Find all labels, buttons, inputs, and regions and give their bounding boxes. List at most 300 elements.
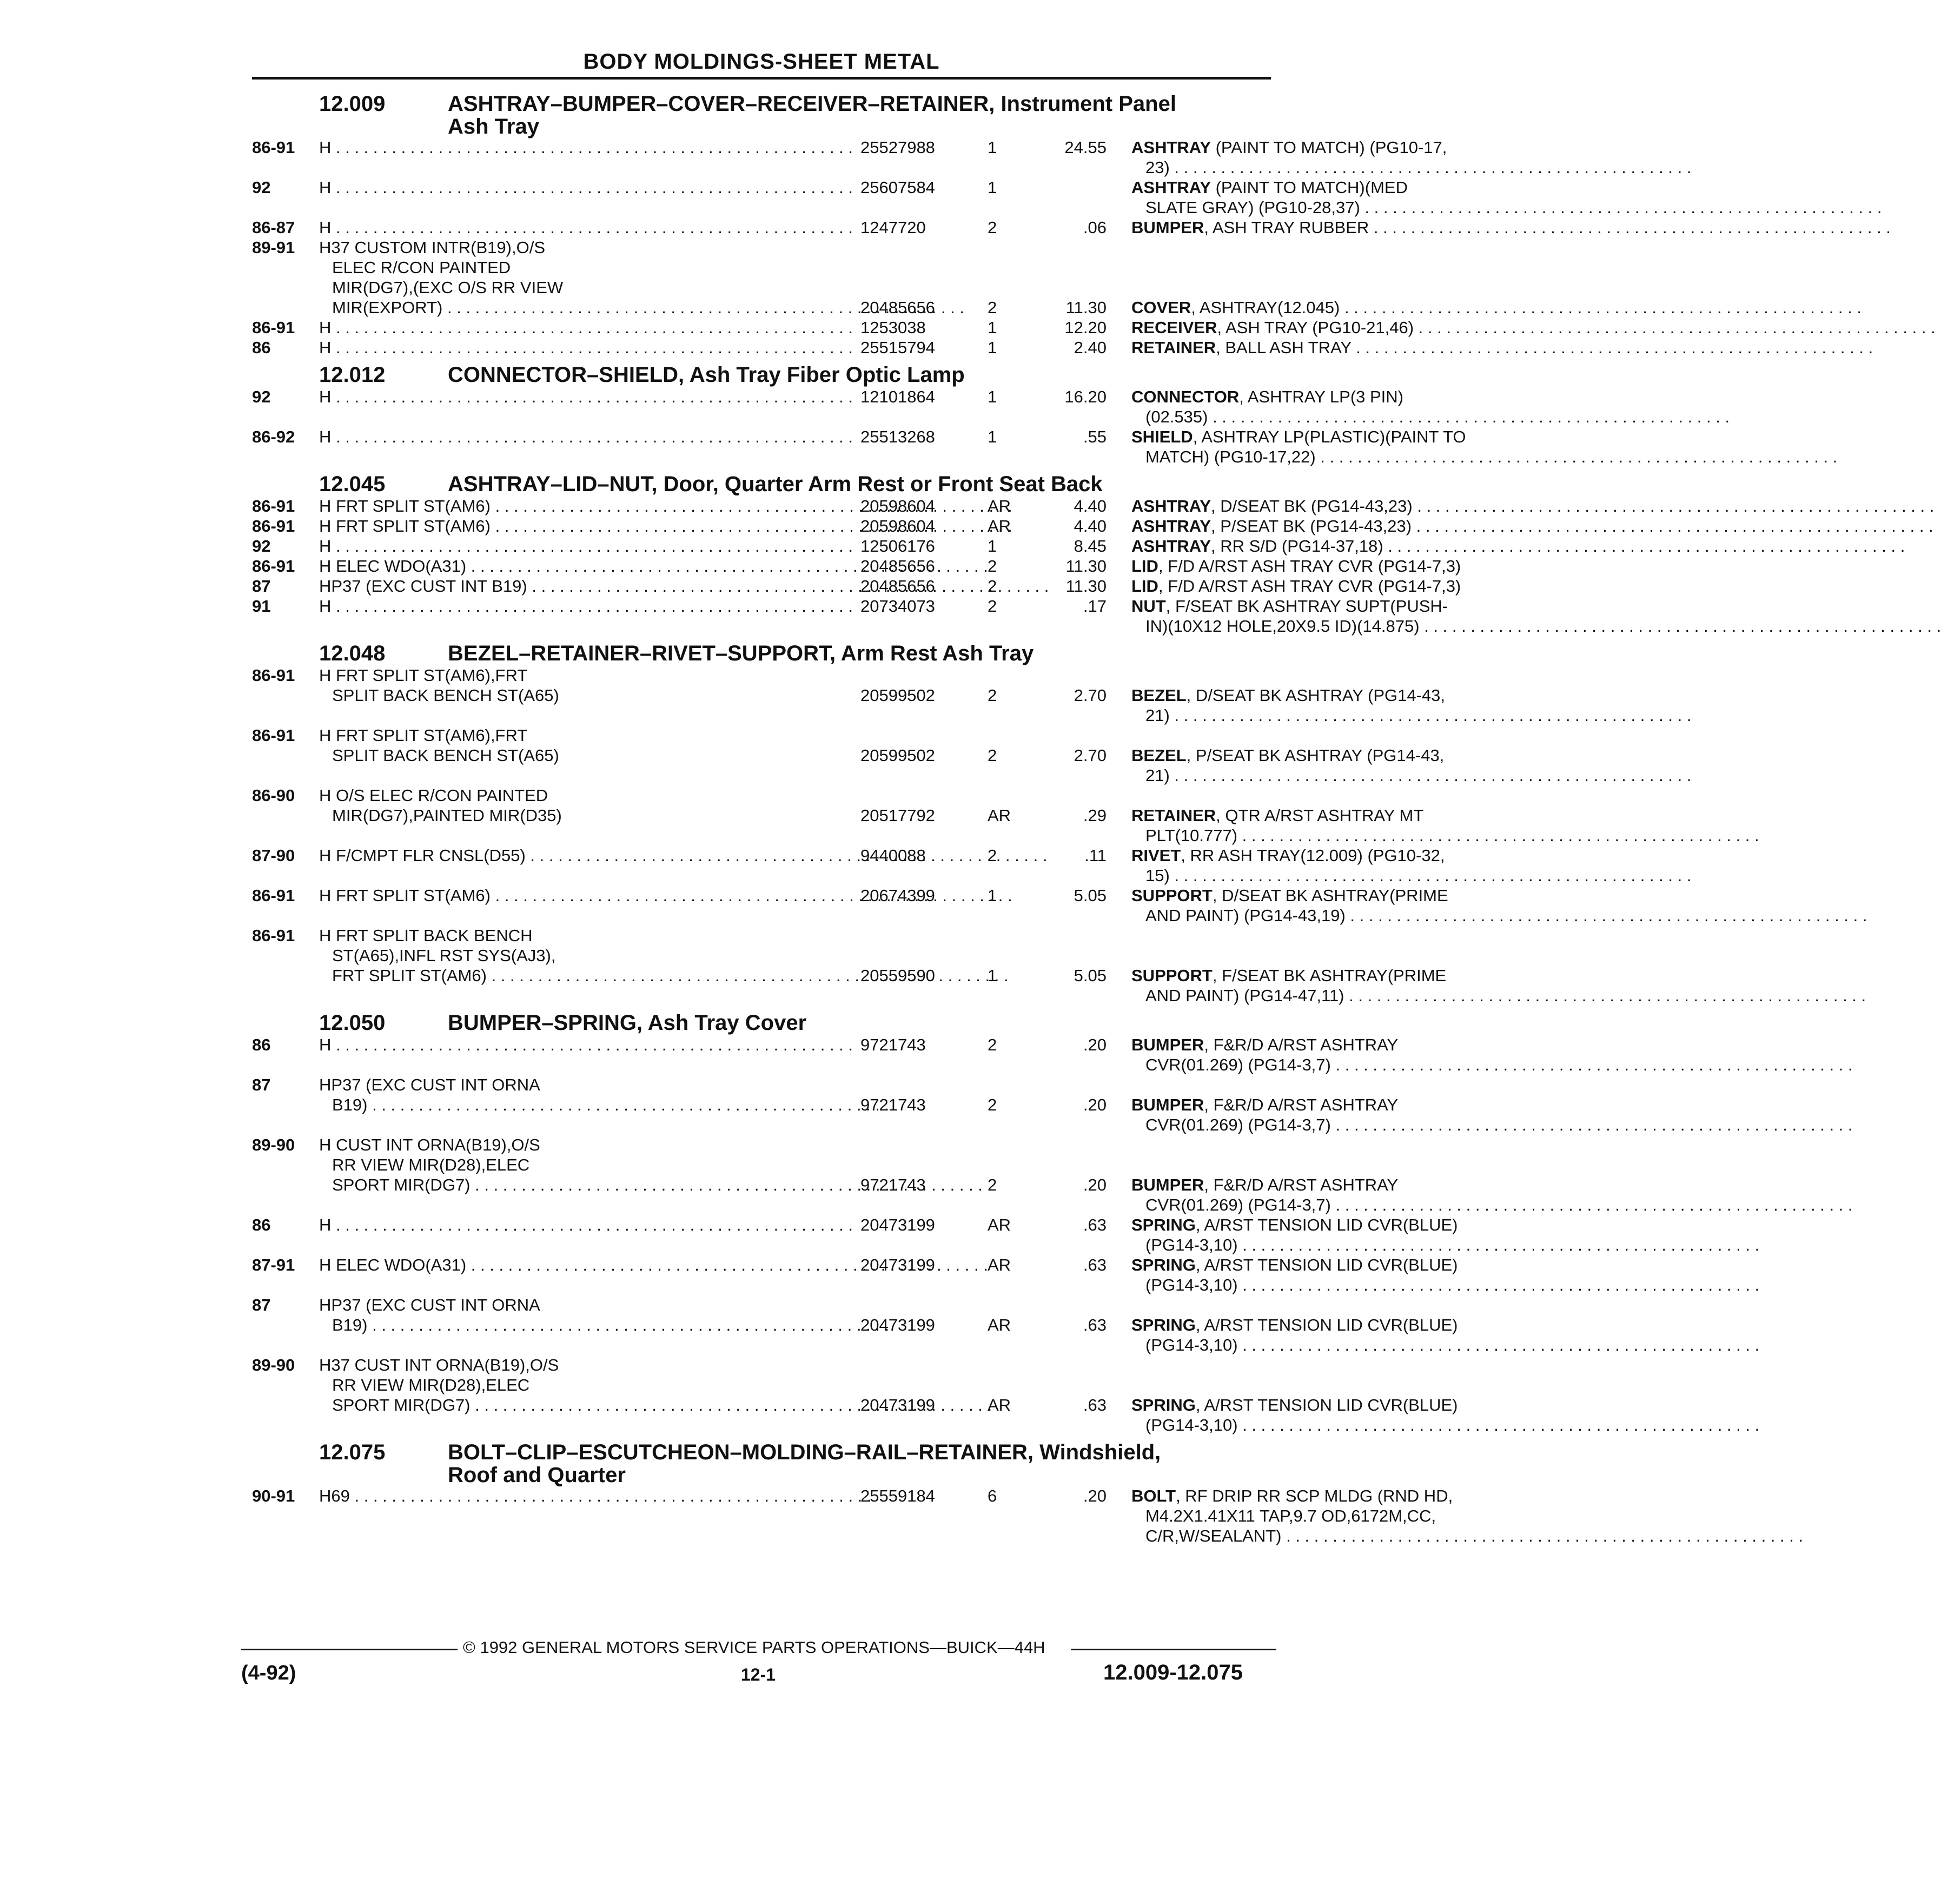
- entry-line: [252, 137, 1447, 157]
- leader-dots: [331, 427, 853, 446]
- usage-description: [319, 217, 856, 237]
- leader-dots: [1413, 497, 1935, 515]
- entry-line: [252, 447, 1316, 467]
- entry-line: [252, 1235, 1274, 1255]
- part-entry: [252, 1255, 1458, 1295]
- section: [252, 472, 1461, 636]
- usage-text: SPORT MIR(DG7): [332, 1175, 471, 1194]
- quantity: AR: [988, 806, 1011, 825]
- entry-line: [252, 745, 1445, 765]
- section: [252, 363, 1466, 467]
- leader-dots: [331, 178, 853, 197]
- part-name-primary: BUMPER: [1131, 1175, 1204, 1194]
- part-name-detail: (PG14-3,10): [1145, 1275, 1238, 1294]
- entry-line: [252, 596, 1448, 616]
- part-name: [1131, 1315, 1519, 1335]
- section-title: ASHTRAY–BUMPER–COVER–RECEIVER–RETAINER, Instrument Panel: [448, 92, 1176, 116]
- part-name-detail: , F/SEAT BK ASHTRAY SUPT(PUSH-: [1165, 597, 1448, 616]
- model-years: 86-91: [252, 557, 295, 576]
- leader-dots: [1208, 407, 1730, 426]
- usage-text: HP37 (EXC CUST INT B19): [319, 577, 527, 596]
- entry-line: [252, 1095, 1399, 1115]
- part-number: 25607584: [860, 178, 935, 197]
- part-name: [1131, 338, 1519, 358]
- header-rule: [252, 77, 1271, 80]
- part-number: 1253038: [860, 318, 926, 337]
- usage-description: [319, 427, 856, 447]
- section-number: 12.050: [319, 1011, 386, 1035]
- section: [252, 92, 1447, 358]
- part-name: [1131, 516, 1519, 536]
- part-name-primary: BEZEL: [1131, 686, 1187, 705]
- quantity: AR: [988, 517, 1011, 536]
- part-name: [1131, 536, 1519, 556]
- leader-dots: [367, 1095, 889, 1114]
- part-name-primary: ASHTRAY: [1131, 138, 1211, 157]
- part-name-primary: RETAINER: [1131, 338, 1216, 357]
- quantity: 2: [988, 298, 997, 317]
- part-name: [1131, 1095, 1519, 1115]
- usage-text: H: [319, 387, 332, 406]
- part-name: [1131, 805, 1519, 825]
- leader-dots: [1238, 1235, 1760, 1254]
- leader-dots: [1331, 1115, 1853, 1134]
- usage-description: [332, 805, 856, 825]
- part-name-detail: , F/D A/RST ASH TRAY CVR (PG14-7,3): [1158, 557, 1461, 576]
- entry-line: [252, 1175, 1399, 1195]
- part-name: [1131, 298, 1519, 318]
- part-entry: [252, 536, 1383, 556]
- part-name: [1131, 1215, 1519, 1235]
- part-number: 1247720: [860, 218, 926, 237]
- usage-text: H: [319, 1215, 332, 1234]
- part-name: [1145, 1235, 1519, 1255]
- price: 2.70: [1074, 746, 1107, 765]
- part-number: 20674399: [860, 886, 935, 905]
- usage-text: SPORT MIR(DG7): [332, 1396, 471, 1414]
- entry-line: [252, 865, 1274, 885]
- part-name: [1131, 137, 1519, 157]
- model-years: 87-91: [252, 1255, 295, 1274]
- section-heading: [252, 1440, 1274, 1464]
- price: .63: [1083, 1255, 1107, 1274]
- leader-dots: [331, 338, 853, 357]
- usage-description: [319, 536, 856, 556]
- part-number: 20517792: [860, 806, 935, 825]
- leader-dots: [526, 846, 1048, 865]
- section-title: ASHTRAY–LID–NUT, Door, Quarter Arm Rest or Front Seat Back: [448, 472, 1103, 496]
- usage-text: H FRT SPLIT ST(AM6): [319, 886, 491, 905]
- part-name-detail: IN)(10X12 HOLE,20X9.5 ID)(14.875): [1145, 617, 1420, 636]
- entry-line: [252, 1355, 1274, 1375]
- usage-text: H FRT SPLIT ST(AM6),FRT: [319, 726, 528, 745]
- price: 16.20: [1064, 387, 1107, 406]
- model-years: 87-90: [252, 846, 295, 865]
- part-name-detail: (PAINT TO MATCH)(MED: [1211, 178, 1408, 197]
- model-years: 86: [252, 1215, 271, 1234]
- usage-description: [319, 1295, 856, 1315]
- leader-dots: [331, 318, 853, 337]
- section-title: CONNECTOR–SHIELD, Ash Tray Fiber Optic Lamp: [448, 363, 965, 387]
- part-name-detail: , BALL ASH TRAY: [1216, 338, 1352, 357]
- usage-text: H ELEC WDO(A31): [319, 557, 467, 576]
- part-name: [1145, 905, 1519, 925]
- part-name: [1145, 865, 1519, 885]
- usage-description: [319, 496, 856, 516]
- model-years: 86-91: [252, 926, 295, 945]
- entry-line: [252, 1486, 1453, 1506]
- part-name: [1145, 1335, 1519, 1355]
- leader-dots: [1412, 517, 1933, 536]
- usage-description: [332, 277, 856, 298]
- leader-dots: [1238, 1416, 1760, 1434]
- entry-line: [252, 1215, 1458, 1235]
- usage-text: H FRT SPLIT ST(AM6),FRT: [319, 666, 528, 685]
- entry-line: [252, 387, 1403, 407]
- usage-description: [319, 1215, 856, 1235]
- leader-dots: [1414, 318, 1936, 337]
- usage-text: H: [319, 1035, 332, 1054]
- leader-dots: [331, 1215, 853, 1234]
- part-entry: [252, 318, 1414, 338]
- part-name: [1131, 496, 1519, 516]
- part-name: [1131, 556, 1519, 576]
- part-number: 20473199: [860, 1215, 935, 1234]
- leader-dots: [1420, 617, 1941, 636]
- part-name-primary: COVER: [1131, 298, 1191, 317]
- part-name: [1131, 1486, 1519, 1506]
- part-name-primary: SUPPORT: [1131, 966, 1213, 985]
- leader-dots: [1360, 198, 1882, 217]
- model-years: 86-91: [252, 138, 295, 157]
- price: .63: [1083, 1215, 1107, 1234]
- model-years: 86-91: [252, 886, 295, 905]
- part-number: 9721743: [860, 1095, 926, 1114]
- part-name-detail: , A/RST TENSION LID CVR(BLUE): [1195, 1215, 1458, 1234]
- entry-line: [252, 665, 1274, 685]
- usage-description: [319, 1035, 856, 1055]
- quantity: 2: [988, 557, 997, 576]
- entry-line: [252, 616, 1420, 636]
- leader-dots: [1352, 338, 1873, 357]
- usage-description: [319, 177, 856, 197]
- part-name-primary: SPRING: [1131, 1396, 1196, 1414]
- usage-text: H37 CUST INT ORNA(B19),O/S: [319, 1356, 559, 1374]
- part-name-detail: CVR(01.269) (PG14-3,7): [1145, 1115, 1331, 1134]
- entry-line: [252, 1295, 1274, 1315]
- usage-text: H: [319, 427, 332, 446]
- model-years: 92: [252, 387, 271, 406]
- part-entry: [252, 1135, 1399, 1215]
- entry-line: [252, 885, 1448, 905]
- part-number: 20599502: [860, 686, 935, 705]
- entry-line: [252, 197, 1360, 217]
- usage-text: H ELEC WDO(A31): [319, 1255, 467, 1274]
- entry-line: [252, 946, 1274, 966]
- entry-line: [252, 576, 1461, 596]
- footer-date: (4-92): [241, 1662, 296, 1684]
- part-name-primary: BUMPER: [1131, 218, 1204, 237]
- part-name-primary: ASHTRAY: [1131, 497, 1211, 515]
- section: [252, 1440, 1453, 1546]
- section-heading: [252, 92, 1274, 116]
- part-number: 20734073: [860, 597, 935, 616]
- entry-line: [252, 685, 1446, 705]
- quantity: AR: [988, 1315, 1011, 1334]
- model-years: 86-91: [252, 318, 295, 337]
- part-name: [1131, 1395, 1519, 1415]
- part-name-detail: (PG14-3,10): [1145, 1336, 1238, 1354]
- entry-line: [252, 1375, 1274, 1395]
- part-name-detail: MATCH) (PG10-17,22): [1145, 447, 1316, 466]
- part-number: 20598604: [860, 497, 935, 515]
- part-entry: [252, 237, 1340, 318]
- leader-dots: [1383, 537, 1905, 556]
- price: 4.40: [1074, 497, 1107, 515]
- part-name-detail: , D/SEAT BK (PG14-43,23): [1211, 497, 1413, 515]
- part-name: [1145, 616, 1519, 636]
- leader-dots: [1346, 906, 1867, 925]
- part-name: [1131, 885, 1519, 905]
- leader-dots: [1331, 1055, 1853, 1074]
- price: 11.30: [1065, 577, 1107, 596]
- quantity: AR: [988, 497, 1011, 515]
- part-name-detail: , F/SEAT BK ASHTRAY(PRIME: [1212, 966, 1447, 985]
- entry-line: [252, 1055, 1331, 1075]
- part-name-primary: RIVET: [1131, 846, 1181, 865]
- price: 24.55: [1064, 138, 1107, 157]
- page-title: BODY MOLDINGS-SHEET METAL: [583, 50, 940, 74]
- part-name-detail: , ASHTRAY LP(3 PIN): [1239, 387, 1403, 406]
- quantity: 2: [988, 746, 997, 765]
- part-name-primary: BUMPER: [1131, 1035, 1204, 1054]
- part-entry: [252, 1035, 1399, 1075]
- usage-description: [332, 1155, 856, 1175]
- section-title: BUMPER–SPRING, Ash Tray Cover: [448, 1011, 807, 1035]
- part-entry: [252, 845, 1445, 885]
- part-entry: [252, 338, 1352, 358]
- usage-description: [319, 665, 856, 685]
- quantity: 2: [988, 1095, 997, 1114]
- entry-line: [252, 237, 1274, 257]
- usage-description: [332, 257, 856, 277]
- entry-line: [252, 1115, 1331, 1135]
- quantity: 1: [988, 886, 997, 905]
- usage-text: H FRT SPLIT ST(AM6): [319, 497, 491, 515]
- part-name-detail: (PG14-3,10): [1145, 1416, 1238, 1434]
- price: 12.20: [1064, 318, 1107, 337]
- leader-dots: [1238, 1275, 1760, 1294]
- model-years: 86-92: [252, 427, 295, 446]
- usage-description: [332, 1395, 856, 1415]
- part-entry: [252, 596, 1448, 636]
- part-name-detail: , F&R/D A/RST ASHTRAY: [1204, 1095, 1399, 1114]
- leader-dots: [1316, 447, 1838, 466]
- entry-line: [252, 277, 1274, 298]
- usage-text: H69: [319, 1486, 350, 1505]
- usage-text: H FRT SPLIT BACK BENCH: [319, 926, 533, 945]
- part-name: [1145, 1115, 1519, 1135]
- part-name-primary: RECEIVER: [1131, 318, 1217, 337]
- price: 11.30: [1065, 557, 1107, 576]
- section: [252, 642, 1448, 1006]
- entry-line: [252, 427, 1466, 447]
- quantity: AR: [988, 1396, 1011, 1414]
- leader-dots: [1170, 158, 1692, 177]
- quantity: 1: [988, 178, 997, 197]
- quantity: AR: [988, 1215, 1011, 1234]
- quantity: AR: [988, 1255, 1011, 1274]
- part-number: 20485656: [860, 298, 935, 317]
- price: 5.05: [1074, 966, 1107, 985]
- section-heading: [252, 472, 1274, 496]
- usage-description: [319, 1255, 856, 1275]
- part-name: [1145, 1526, 1519, 1546]
- usage-description: [319, 785, 856, 805]
- entry-line: [252, 1395, 1458, 1415]
- quantity: 2: [988, 1035, 997, 1054]
- entry-line: [252, 516, 1412, 536]
- entry-line: [252, 1275, 1274, 1295]
- price: 2.40: [1074, 338, 1107, 357]
- part-number: 12101864: [860, 387, 935, 406]
- part-name-primary: BOLT: [1131, 1486, 1176, 1505]
- usage-text: H FRT SPLIT ST(AM6): [319, 517, 491, 536]
- part-number: 9440088: [860, 846, 926, 865]
- usage-text: B19): [332, 1315, 368, 1334]
- part-name-detail: , A/RST TENSION LID CVR(BLUE): [1195, 1255, 1458, 1274]
- usage-text: MIR(EXPORT): [332, 298, 443, 317]
- leader-dots: [367, 1315, 889, 1334]
- model-years: 86: [252, 1035, 271, 1054]
- part-name-detail: , D/SEAT BK ASHTRAY(PRIME: [1212, 886, 1448, 905]
- model-years: 86: [252, 338, 271, 357]
- part-name: [1145, 705, 1519, 725]
- part-name: [1131, 1255, 1519, 1275]
- part-name-detail: , RR S/D (PG14-37,18): [1211, 537, 1383, 556]
- footer-page-number: 12-1: [741, 1665, 776, 1684]
- part-name-detail: , F&R/D A/RST ASHTRAY: [1204, 1175, 1399, 1194]
- part-number: 25515794: [860, 338, 935, 357]
- usage-description: [332, 1375, 856, 1395]
- usage-text: H: [319, 138, 332, 157]
- part-name: [1131, 1175, 1519, 1195]
- usage-description: [319, 845, 856, 865]
- part-name-primary: SPRING: [1131, 1255, 1196, 1274]
- entry-line: [252, 725, 1274, 745]
- entry-line: [252, 1526, 1282, 1546]
- entry-line: [252, 1155, 1274, 1175]
- part-name-detail: , A/RST TENSION LID CVR(BLUE): [1195, 1396, 1458, 1414]
- leader-dots: [1238, 1336, 1760, 1354]
- usage-description: [332, 1095, 856, 1115]
- section-title: BEZEL–RETAINER–RIVET–SUPPORT, Arm Rest Ash Tray: [448, 642, 1034, 665]
- usage-text: HP37 (EXC CUST INT ORNA: [319, 1075, 540, 1094]
- model-years: 89-90: [252, 1135, 295, 1154]
- section-heading: [252, 363, 1274, 387]
- usage-text: FRT SPLIT ST(AM6): [332, 966, 487, 985]
- usage-text: MIR(DG7),PAINTED MIR(D35): [332, 806, 562, 825]
- usage-description: [319, 596, 856, 616]
- part-name-detail: AND PAINT) (PG14-43,19): [1145, 906, 1346, 925]
- part-name-detail: , QTR A/RST ASHTRAY MT: [1216, 806, 1424, 825]
- usage-description: [319, 1075, 856, 1095]
- part-entry: [252, 1295, 1458, 1355]
- part-name-detail: , P/SEAT BK ASHTRAY (PG14-43,: [1186, 746, 1445, 765]
- usage-text: ELEC R/CON PAINTED: [332, 258, 511, 277]
- quantity: 2: [988, 577, 997, 596]
- usage-text: HP37 (EXC CUST INT ORNA: [319, 1295, 540, 1314]
- part-entry: [252, 785, 1424, 845]
- section-title-continued: Roof and Quarter: [448, 1463, 626, 1487]
- model-years: 90-91: [252, 1486, 295, 1505]
- part-name-primary: SPRING: [1131, 1215, 1196, 1234]
- entry-line: [252, 1506, 1436, 1526]
- part-name-primary: LID: [1131, 577, 1158, 596]
- entry-line: [252, 905, 1346, 925]
- footer-rule-left: [241, 1649, 458, 1650]
- usage-description: [319, 576, 856, 596]
- usage-description: [319, 237, 856, 257]
- part-name: [1131, 745, 1519, 765]
- entry-line: [252, 536, 1383, 556]
- entry-line: [252, 318, 1414, 338]
- part-name-detail: M4.2X1.41X11 TAP,9.7 OD,6172M,CC,: [1145, 1506, 1436, 1525]
- model-years: 87: [252, 577, 271, 596]
- price: .20: [1083, 1486, 1107, 1505]
- part-name-detail: C/R,W/SEALANT): [1145, 1526, 1282, 1545]
- part-number: 25513268: [860, 427, 935, 446]
- part-number: 20599502: [860, 746, 935, 765]
- part-number: 20485656: [860, 557, 935, 576]
- entry-line: [252, 925, 1274, 946]
- entry-line: [252, 1335, 1274, 1355]
- entry-line: [252, 556, 1461, 576]
- part-name-primary: ASHTRAY: [1131, 517, 1211, 536]
- leader-dots: [1331, 1195, 1853, 1214]
- part-entry: [252, 665, 1446, 725]
- part-name-detail: AND PAINT) (PG14-47,11): [1145, 986, 1344, 1005]
- part-entry: [252, 496, 1413, 516]
- part-name: [1131, 1035, 1519, 1055]
- usage-description: [332, 946, 856, 966]
- part-number: 25559184: [860, 1486, 935, 1505]
- usage-text: RR VIEW MIR(D28),ELEC: [332, 1376, 530, 1394]
- usage-description: [319, 1135, 856, 1155]
- quantity: 1: [988, 318, 997, 337]
- usage-description: [319, 318, 856, 338]
- usage-description: [319, 885, 856, 905]
- entry-line: [252, 765, 1274, 785]
- leader-dots: [1170, 766, 1692, 785]
- entry-line: [252, 1075, 1274, 1095]
- price: .20: [1083, 1035, 1107, 1054]
- part-number: 12506176: [860, 537, 935, 556]
- part-name-primary: RETAINER: [1131, 806, 1216, 825]
- footer-section-range: 12.009-12.075: [1103, 1661, 1243, 1684]
- part-name-detail: CVR(01.269) (PG14-3,7): [1145, 1195, 1331, 1214]
- part-name: [1145, 1195, 1519, 1215]
- usage-text: MIR(DG7),(EXC O/S RR VIEW: [332, 278, 564, 297]
- leader-dots: [1237, 826, 1759, 845]
- leader-dots: [1340, 298, 1861, 317]
- entry-line: [252, 257, 1274, 277]
- part-name: [1131, 427, 1519, 447]
- parts-list: [252, 87, 1466, 1546]
- price: .20: [1083, 1175, 1107, 1194]
- usage-description: [319, 137, 856, 157]
- usage-description: [332, 966, 856, 986]
